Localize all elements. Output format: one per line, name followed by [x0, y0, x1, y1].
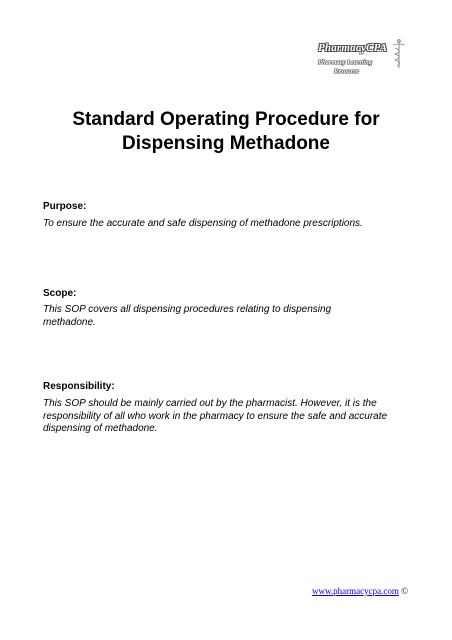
- title-line-2: Dispensing Methadone: [122, 133, 330, 154]
- logo-title: PharmacyCPA: [318, 42, 388, 54]
- website-link[interactable]: www.pharmacycpa.com: [312, 586, 399, 596]
- scope-text: This SOP covers all dispensing procedures relating to dispensing methadone.: [43, 304, 332, 328]
- responsibility-heading: Responsibility:: [43, 381, 115, 392]
- purpose-heading: Purpose:: [43, 201, 87, 212]
- logo-tagline: Pharmacy Learning: [318, 59, 372, 66]
- purpose-text: To ensure the accurate and safe dispensing of methadone prescriptions.: [43, 218, 363, 229]
- footer: [312, 586, 408, 596]
- pharmacycpa-logo: [310, 38, 410, 82]
- page-title: [0, 108, 452, 156]
- responsibility-text: This SOP should be mainly carried out by the pharmacist. However, it is the responsibility of all who work in the pharmacy to ensure the safe and accurate dispensing of methadone.: [43, 398, 388, 434]
- copyright-symbol: ©: [401, 586, 408, 596]
- scope-heading: Scope:: [43, 288, 77, 299]
- logo-tagline-2: Resource: [334, 68, 359, 75]
- title-line-1: Standard Operating Procedure for: [72, 109, 380, 130]
- caduceus-icon: [390, 38, 408, 70]
